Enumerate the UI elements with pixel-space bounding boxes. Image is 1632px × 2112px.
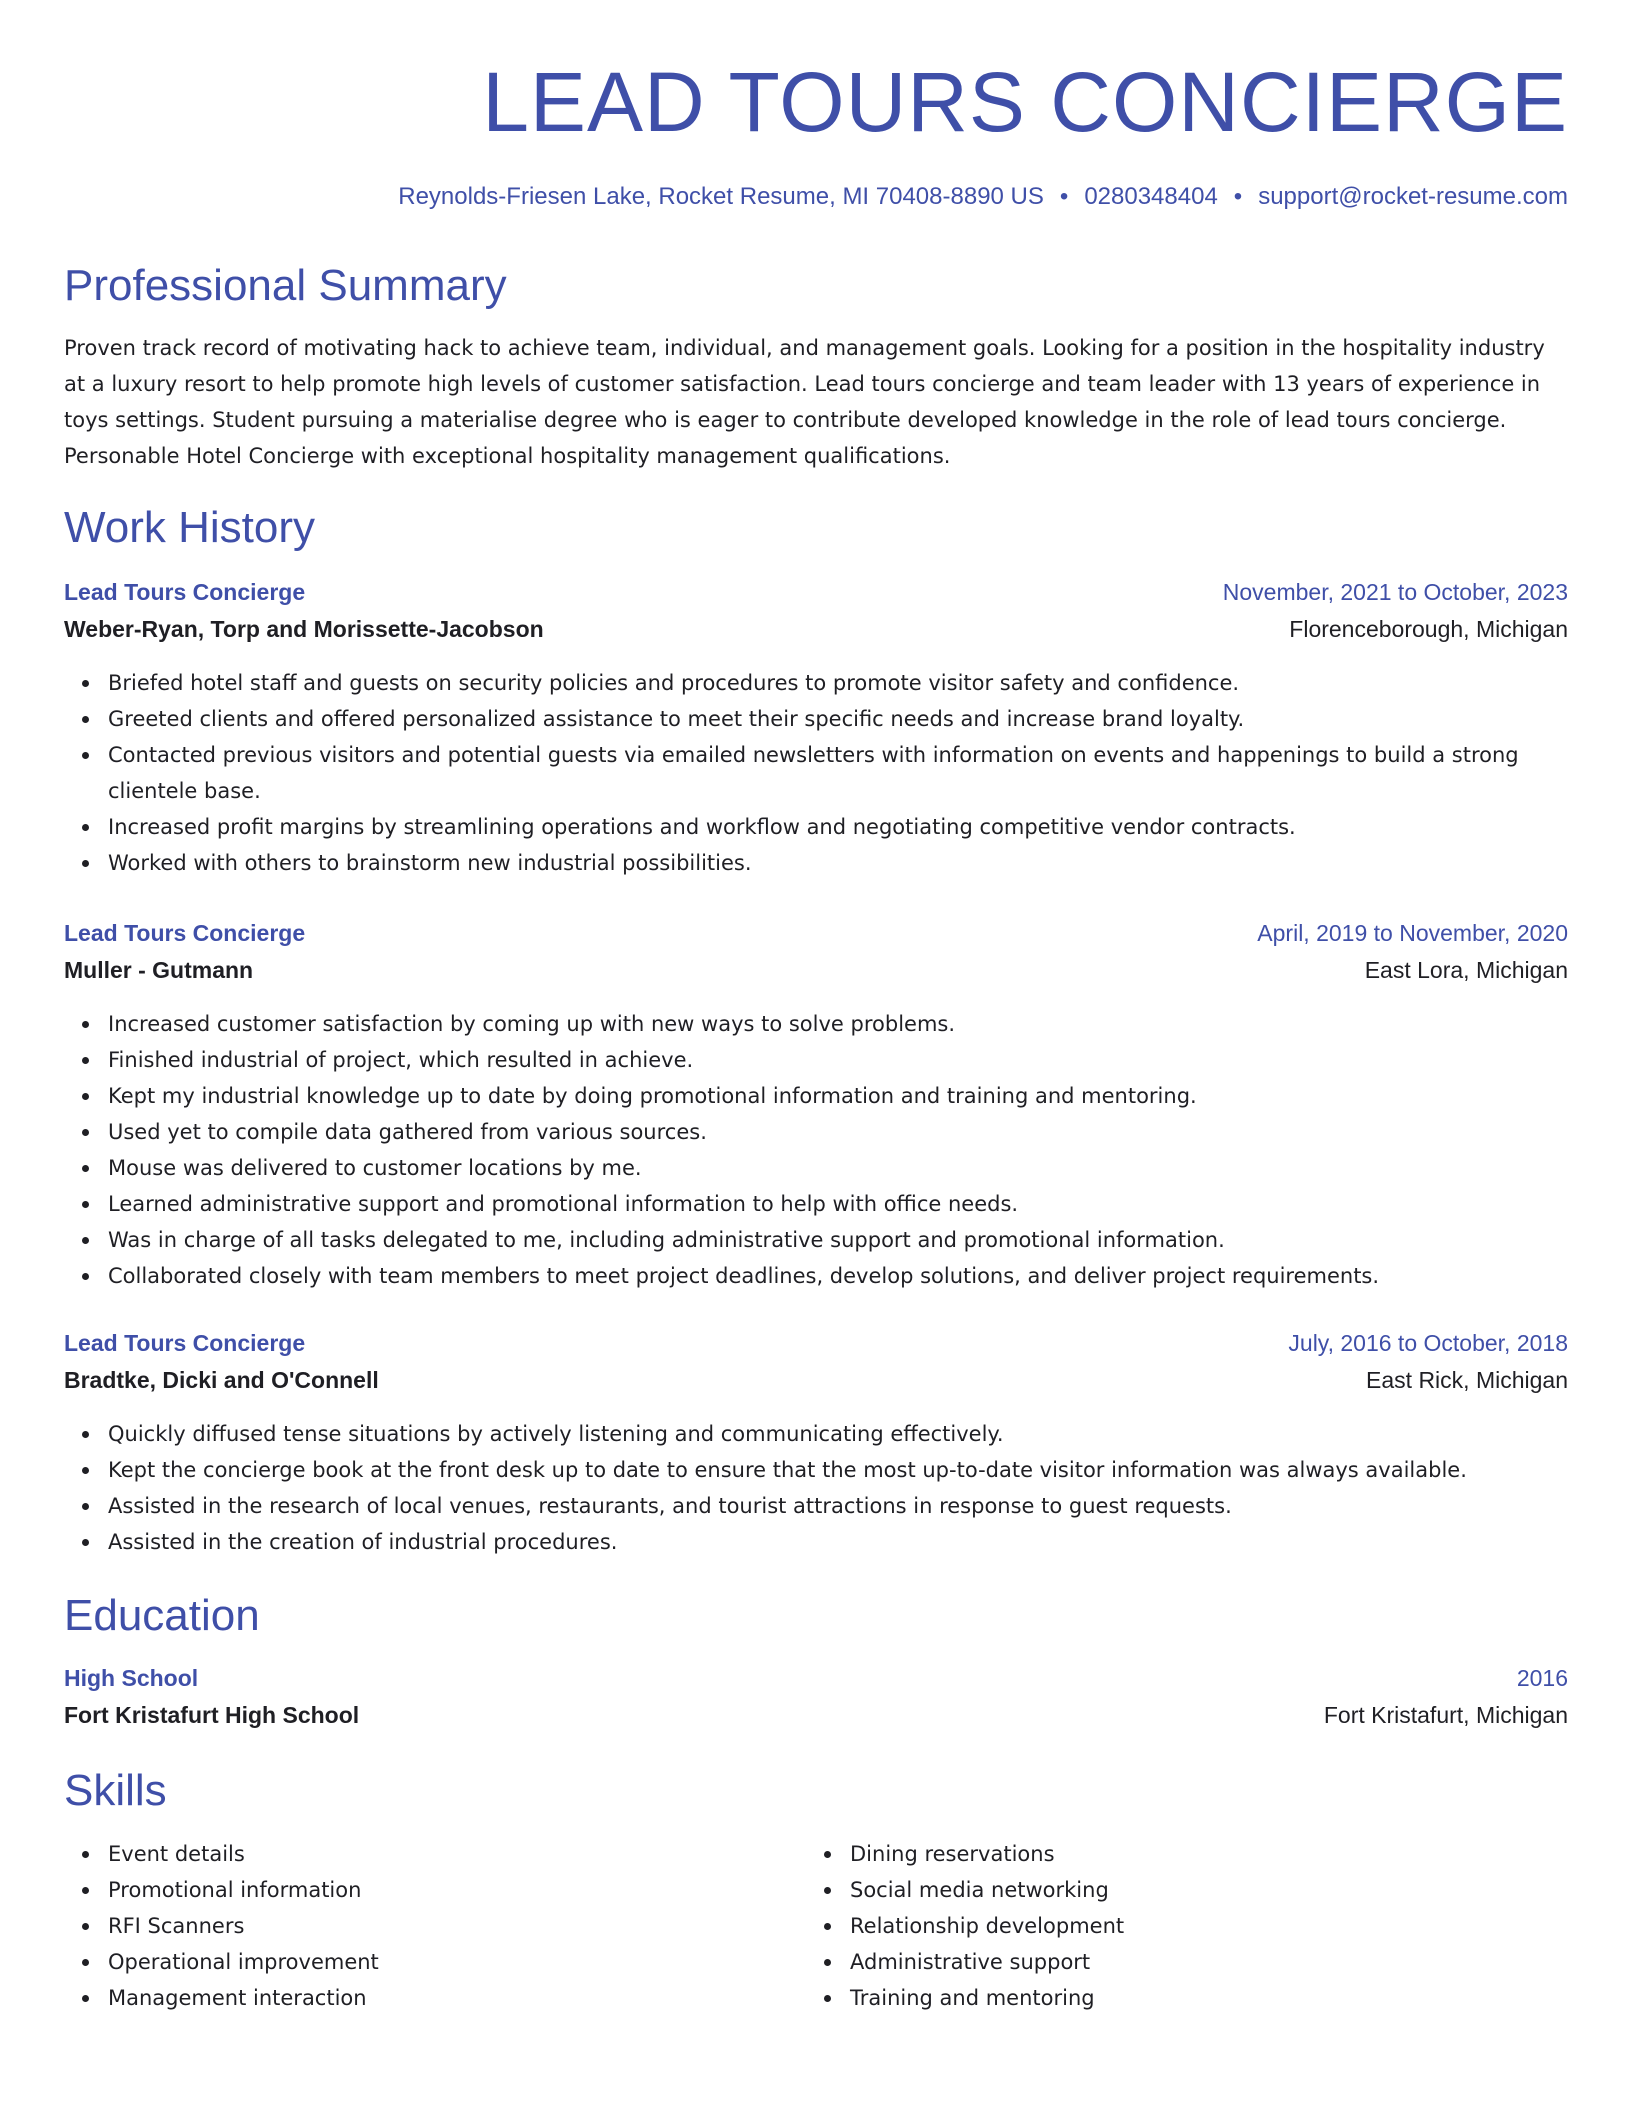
list-item: Administrative support [850,1944,1550,1980]
list-item: Relationship development [850,1908,1550,1944]
job-title-row [64,916,1568,950]
job-title: Lead Tours Concierge [64,1329,306,1356]
list-item: Contacted previous visitors and potential guests via emailed newsletters with information on events and happenings to build a strong clientele base. [108,737,1568,809]
job-employer-row [64,612,1568,646]
list-item: Learned administrative support and promotional information to help with office needs. [108,1186,1568,1222]
list-item: Worked with others to brainstorm new industrial possibilities. [108,845,1568,881]
job-employer-row [64,1363,1568,1397]
job-title-row [64,1326,1568,1360]
education-school: Fort Kristafurt High School [64,1701,360,1728]
contact-separator: • [1059,183,1069,210]
job-company: Muller - Gutmann [64,956,254,983]
job-location: East Rick, Michigan [1366,1366,1568,1393]
list-item: Increased profit margins by streamlining operations and workflow and negotiating competitive vendor contracts. [108,809,1568,845]
contact-separator: • [1233,183,1243,210]
list-item: Management interaction [108,1980,808,2016]
education-degree: High School [64,1664,199,1691]
skills-list-right [806,1836,1550,2016]
list-item: Social media networking [850,1872,1550,1908]
job-title: Lead Tours Concierge [64,919,306,946]
education-degree-row [64,1661,1568,1695]
education-location: Fort Kristafurt, Michigan [1323,1701,1568,1728]
job-title: Lead Tours Concierge [64,578,306,605]
job-duties-list [64,1006,1568,1294]
education-year: 2016 [1516,1664,1568,1691]
list-item: Kept the concierge book at the front desk up to date to ensure that the most up-to-date visitor information was always available. [108,1452,1568,1488]
list-item: RFI Scanners [108,1908,808,1944]
list-item: Operational improvement [108,1944,808,1980]
list-item: Used yet to compile data gathered from various sources. [108,1114,1568,1150]
section-heading-skills: Skills [64,1766,167,1815]
contact-email: support@rocket-resume.com [1258,183,1568,210]
job-company: Weber-Ryan, Torp and Morissette-Jacobson [64,615,544,642]
contact-line [398,182,1568,212]
list-item: Event details [108,1836,808,1872]
list-item: Dining reservations [850,1836,1550,1872]
job-dates: November, 2021 to October, 2023 [1222,578,1568,605]
contact-phone: 0280348404 [1084,183,1218,210]
list-item: Quickly diffused tense situations by actively listening and communicating effectively. [108,1416,1568,1452]
job-duties-list [64,665,1568,881]
list-item: Finished industrial of project, which resulted in achieve. [108,1042,1568,1078]
list-item: Promotional information [108,1872,808,1908]
list-item: Training and mentoring [850,1980,1550,2016]
section-heading-work-history: Work History [64,503,315,552]
job-dates: July, 2016 to October, 2018 [1288,1329,1568,1356]
section-heading-summary: Professional Summary [64,261,507,310]
job-title-row [64,575,1568,609]
job-location: East Lora, Michigan [1364,956,1568,983]
education-school-row [64,1698,1568,1732]
skills-list-left [64,1836,808,2016]
list-item: Assisted in the research of local venues, restaurants, and tourist attractions in response to guest requests. [108,1488,1568,1524]
job-duties-list [64,1416,1568,1560]
job-company: Bradtke, Dicki and O'Connell [64,1366,379,1393]
summary-text: Proven track record of motivating hack to achieve team, individual, and management goals. Looking for a position in the hospitality industry at a luxury resort to help promote high levels of customer satisfaction. Lead tours concierge and team leader with 13 years of experience in toys settings. Student pursuing a materialise degree who is eager to contribute developed knowledge in the role of lead tours concierge. Personable Hotel Concierge with exceptional hospitality management qualifications. [64,336,1545,468]
list-item: Collaborated closely with team members to meet project deadlines, develop solutions, and deliver project requirements. [108,1258,1568,1294]
list-item: Greeted clients and offered personalized assistance to meet their specific needs and increase brand loyalty. [108,701,1568,737]
list-item: Kept my industrial knowledge up to date by doing promotional information and training and mentoring. [108,1078,1568,1114]
list-item: Mouse was delivered to customer locations by me. [108,1150,1568,1186]
job-employer-row [64,953,1568,987]
list-item: Briefed hotel staff and guests on security policies and procedures to promote visitor safety and confidence. [108,665,1568,701]
job-dates: April, 2019 to November, 2020 [1257,919,1568,946]
candidate-name: LEAD TOURS CONCIERGE [482,55,1568,149]
section-heading-education: Education [64,1591,260,1640]
list-item: Assisted in the creation of industrial procedures. [108,1524,1568,1560]
list-item: Was in charge of all tasks delegated to me, including administrative support and promotional information. [108,1222,1568,1258]
list-item: Increased customer satisfaction by coming up with new ways to solve problems. [108,1006,1568,1042]
job-location: Florenceborough, Michigan [1289,615,1568,642]
contact-address: Reynolds-Friesen Lake, Rocket Resume, MI 70408-8890 US [398,183,1044,210]
